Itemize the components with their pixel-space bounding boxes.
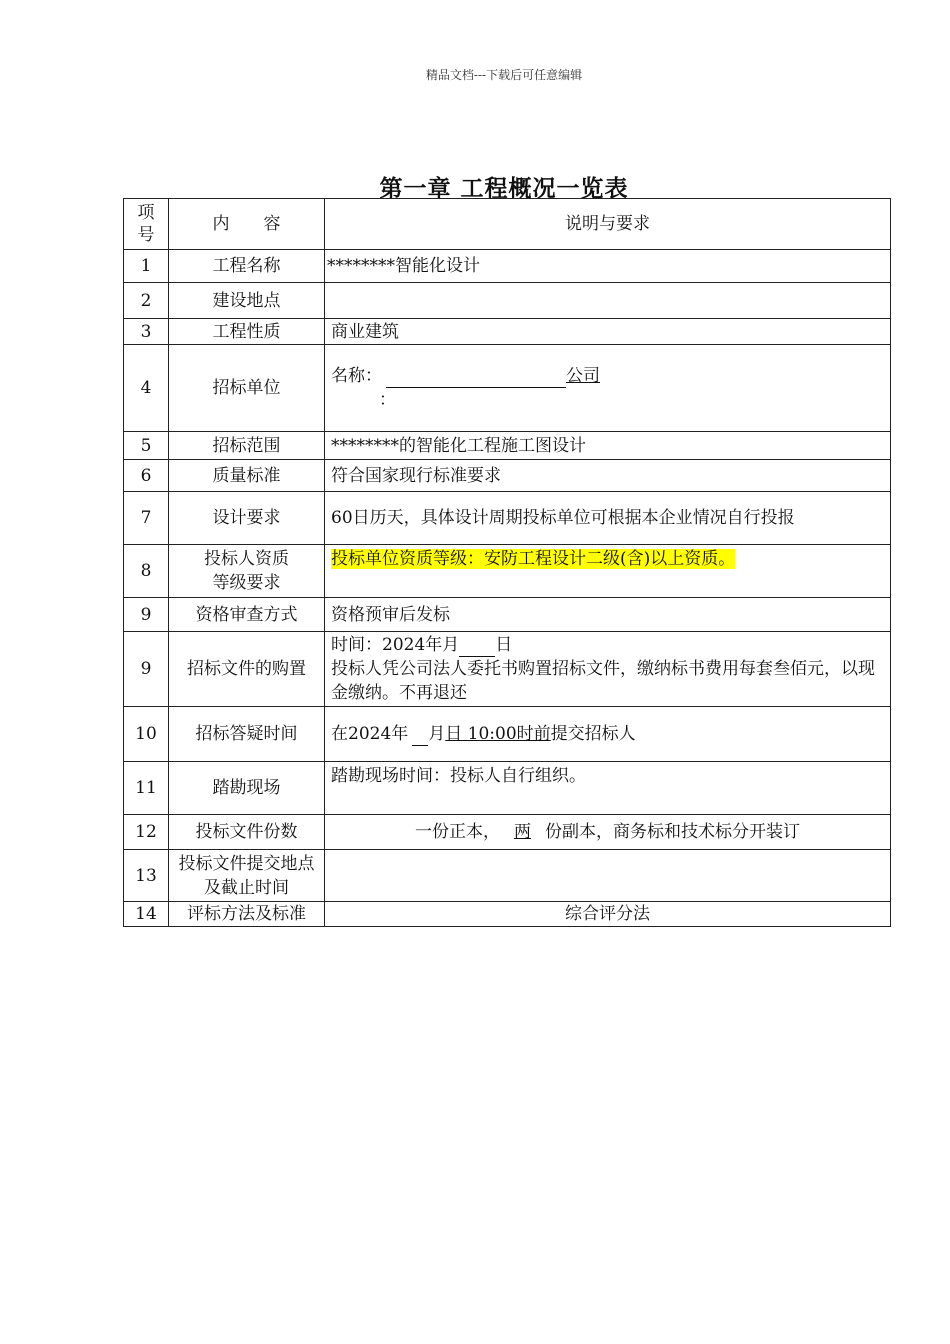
row-desc (325, 632, 891, 707)
qualification-highlight: 投标单位资质等级：安防工程设计二级(含)以上资质。 (331, 549, 736, 569)
row-desc: 踏勘现场时间：投标人自行组织。 (325, 762, 891, 815)
row-desc: 资格预审后发标 (325, 598, 891, 632)
header-note: 精品文档---下载后可任意编辑 (425, 68, 583, 82)
row-no: 12 (124, 815, 169, 850)
name-blank (386, 369, 566, 388)
header-desc: 说明与要求 (325, 199, 891, 250)
row-item: 招标答疑时间 (169, 707, 325, 762)
name-suffix: 公司 (566, 366, 600, 386)
row-item: 资格审查方式 (169, 598, 325, 632)
table-row (124, 283, 891, 319)
row-desc: ********的智能化工程施工图设计 (325, 432, 891, 460)
row-no: 13 (124, 850, 169, 902)
row-no: 3 (124, 319, 169, 345)
qa-deadline: 日 10:00时前 (445, 724, 551, 744)
table-row (124, 598, 891, 632)
table-row (124, 345, 891, 432)
qa-prefix: 在2024年 (331, 724, 409, 744)
row-desc (325, 850, 891, 902)
row-no: 8 (124, 545, 169, 598)
row-no: 6 (124, 460, 169, 492)
row-no: 14 (124, 902, 169, 927)
row-no: 2 (124, 283, 169, 319)
table-row (124, 902, 891, 927)
row-desc (325, 545, 891, 598)
table-row (124, 632, 891, 707)
row-item: 评标方法及标准 (169, 902, 325, 927)
row-item: 设计要求 (169, 492, 325, 545)
table-row (124, 850, 891, 902)
table-row (124, 707, 891, 762)
row-desc: 商业建筑 (325, 319, 891, 345)
table-row (124, 460, 891, 492)
row-no: 10 (124, 707, 169, 762)
qa-month: 月 (428, 724, 446, 744)
row-item: 投标文件提交地点及截止时间 (169, 850, 325, 902)
row-item: 招标范围 (169, 432, 325, 460)
row-desc: ********智能化设计 (325, 250, 891, 283)
row-item: 招标文件的购置 (169, 632, 325, 707)
row-no: 9 (124, 598, 169, 632)
row-no: 1 (124, 250, 169, 283)
header-no: 项号 (124, 199, 169, 250)
name-label: 名称： (331, 366, 382, 386)
row-item: 投标文件份数 (169, 815, 325, 850)
copies-count: 两 (514, 822, 531, 842)
table-row (124, 815, 891, 850)
row-item: 质量标准 (169, 460, 325, 492)
day-blank (459, 638, 495, 657)
table-row (124, 432, 891, 460)
table-row (124, 492, 891, 545)
purchase-desc: 投标人凭公司法人委托书购置招标文件，缴纳标书费用每套叁佰元，以现金缴纳。不再退还 (331, 659, 875, 703)
row-no: 9 (124, 632, 169, 707)
table-row (124, 250, 891, 283)
row-item: 建设地点 (169, 283, 325, 319)
row-item: 招标单位 (169, 345, 325, 432)
qa-month-blank (412, 727, 428, 746)
table-row (124, 762, 891, 815)
header-item: 内 容 (169, 199, 325, 250)
row-desc (325, 283, 891, 319)
row-item: 踏勘现场 (169, 762, 325, 815)
row-desc: 60日历天，具体设计周期投标单位可根据本企业情况自行投报 (325, 492, 891, 545)
copies-prefix: 一份正本， (415, 822, 500, 842)
overview-table (123, 198, 891, 927)
row-desc: 符合国家现行标准要求 (325, 460, 891, 492)
copies-suffix: 份副本，商务标和技术标分开装订 (545, 822, 800, 842)
purchase-time-label: 时间：2024年月 (331, 635, 460, 655)
row-item: 工程名称 (169, 250, 325, 283)
table-row (124, 545, 891, 598)
qa-suffix: 提交招标人 (550, 724, 636, 744)
page-title: 第一章 工程概况一览表 (379, 175, 629, 202)
row-no: 4 (124, 345, 169, 432)
second-line: ： (379, 390, 396, 410)
row-desc (325, 815, 891, 850)
table-header-row (124, 199, 891, 250)
row-desc: 综合评分法 (325, 902, 891, 927)
row-desc (325, 707, 891, 762)
row-item: 投标人资质等级要求 (169, 545, 325, 598)
row-no: 11 (124, 762, 169, 815)
row-desc (325, 345, 891, 432)
row-no: 5 (124, 432, 169, 460)
purchase-time-suffix: 日 (495, 635, 513, 655)
row-no: 7 (124, 492, 169, 545)
table-row (124, 319, 891, 345)
row-item: 工程性质 (169, 319, 325, 345)
